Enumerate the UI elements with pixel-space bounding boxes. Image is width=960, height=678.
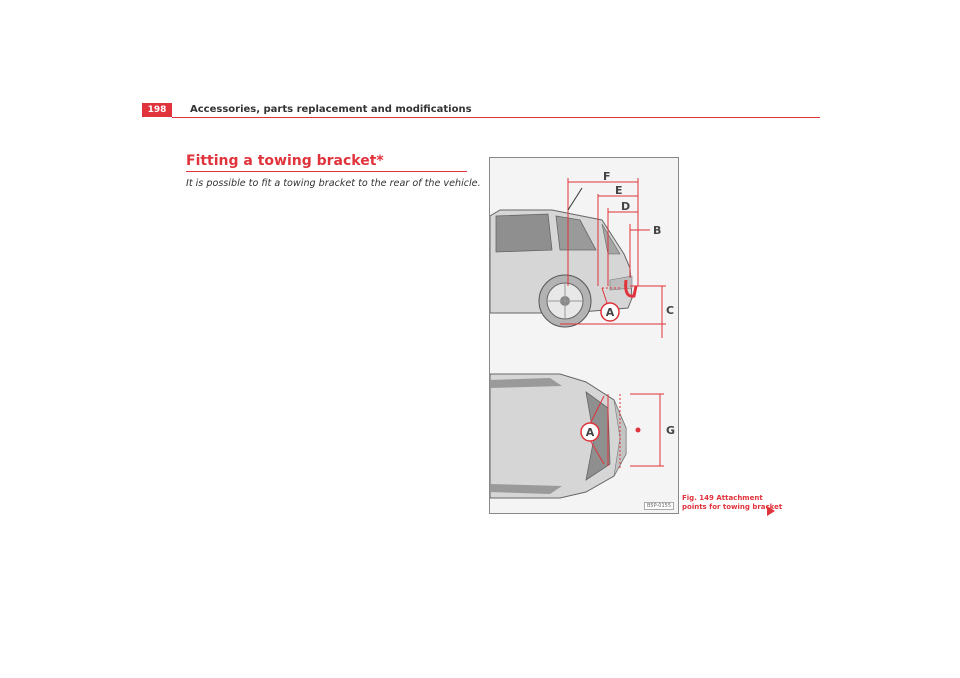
figure-illustration — [490, 158, 678, 513]
towing-bracket-figure — [489, 157, 679, 514]
continue-arrow-icon — [767, 506, 775, 516]
label-f: F — [603, 170, 611, 183]
intro-text: It is possible to fit a towing bracket to the rear of the vehicle. — [186, 178, 481, 189]
car-top-view — [490, 374, 626, 498]
page-number: 198 — [142, 103, 172, 117]
label-d: D — [621, 200, 631, 213]
caption-line-1: Fig. 149 Attachment — [682, 494, 763, 502]
label-e: E — [615, 184, 623, 197]
label-b: B — [653, 224, 662, 237]
section-rule — [186, 171, 467, 172]
label-a-bottom: A — [585, 426, 595, 439]
antenna-line — [568, 188, 582, 210]
section-title: Fitting a towing bracket* — [186, 153, 384, 169]
label-g: G — [666, 424, 676, 437]
figure-code: B5P-0155 — [644, 502, 674, 510]
chapter-header: Accessories, parts replacement and modifications — [190, 104, 472, 115]
caption-line-2: points for towing bracket — [682, 503, 783, 511]
label-a-top: A — [605, 306, 615, 319]
label-c: C — [666, 304, 675, 317]
header-rule — [172, 117, 820, 118]
